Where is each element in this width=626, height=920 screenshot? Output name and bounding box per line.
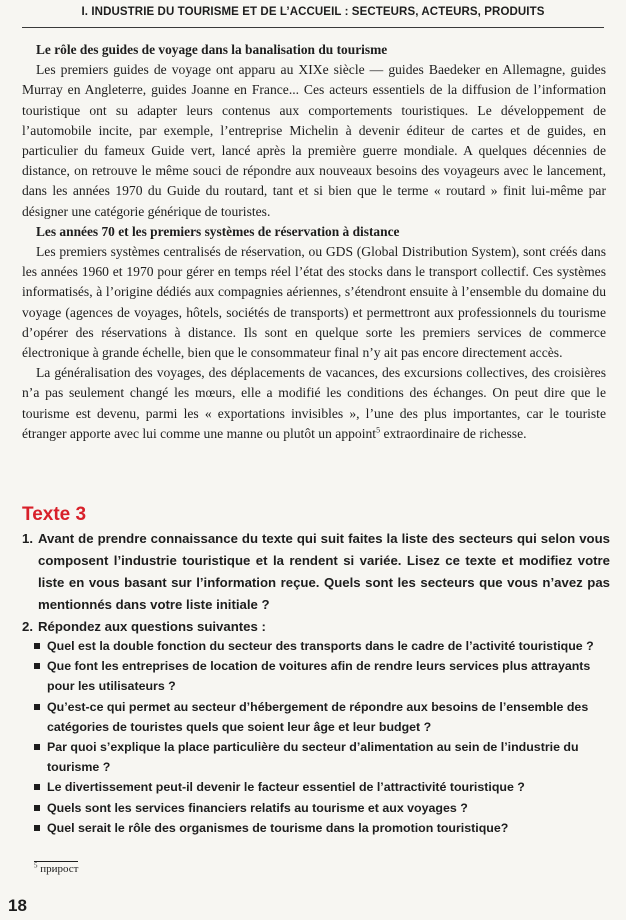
footnote-mark: 5 — [34, 861, 38, 870]
list-item-text: Le divertissement peut-il devenir le facteur essentiel de l’attractivité touristique ? — [47, 780, 525, 795]
footnote-divider — [34, 861, 78, 862]
paragraph-generalisation-text: La généralisation des voyages, des déplacements de vacances, des excursions collectives, des croisières n’a pas seulement changé les mœurs, elle a modifié les conditions des échanges. On peut dire que le tourisme est devenu, parmi les « exportations invisibles », l’une des plus importantes, car le touriste étranger apporte avec lui comme une manne ou plutôt un appoint — [22, 365, 606, 441]
question-list — [34, 636, 616, 838]
list-item — [34, 777, 616, 797]
list-item-text: Quel serait le rôle des organismes de tourisme dans la promotion touristique? — [47, 820, 509, 835]
list-item-text: Quel est la double fonction du secteur des transports dans le cadre de l’activité touristique ? — [47, 639, 594, 653]
bullet-square-icon — [34, 643, 40, 649]
list-item — [34, 737, 616, 777]
list-item-text: Quels sont les services financiers relatifs au tourisme et aux voyages ? — [47, 800, 468, 815]
question-2-number: 2. — [22, 619, 33, 634]
list-item-text: Qu’est-ce qui permet au secteur d’hébergement de répondre aux besoins de l’ensemble des catégories de touristes quels que soient leur âge et leur budget ? — [47, 699, 589, 734]
paragraph-generalisation — [22, 363, 606, 444]
bullet-square-icon — [34, 704, 40, 710]
exercise-title: Texte 3 — [22, 504, 87, 525]
list-item — [34, 818, 616, 838]
bullet-square-icon — [34, 744, 40, 750]
footnote-text: прирост — [37, 863, 79, 875]
list-item — [34, 798, 616, 818]
bullet-square-icon — [34, 784, 40, 790]
header-divider — [22, 27, 604, 28]
section-heading-guides: Le rôle des guides de voyage dans la banalisation du tourisme — [36, 42, 388, 57]
section-heading-reservation: Les années 70 et les premiers systèmes de réservation à distance — [36, 223, 400, 239]
running-header: I. INDUSTRIE DU TOURISME ET DE L’ACCUEIL : SECTEURS, ACTEURS, PRODUITS — [81, 6, 545, 18]
question-1 — [22, 528, 610, 616]
page-number: 18 — [8, 896, 27, 915]
article-body — [22, 40, 606, 444]
question-1-number: 1. — [22, 531, 33, 546]
question-2 — [22, 616, 610, 638]
footnote — [34, 863, 79, 875]
bullet-square-icon — [34, 663, 40, 669]
list-item-text: Que font les entreprises de location de voitures afin de rendre leurs services plus attrayants pour les utilisateurs ? — [47, 659, 591, 694]
list-item-text: Par quoi s’explique la place particulière du secteur d’alimentation au sein de l’industrie du tourisme ? — [47, 740, 579, 775]
bullet-square-icon — [34, 805, 40, 811]
question-2-text: Répondez aux questions suivantes : — [38, 619, 266, 634]
paragraph-generalisation-end: extraordinaire de richesse. — [380, 425, 527, 441]
paragraph-gds: Les premiers systèmes centralisés de réservation, ou GDS (Global Distribution System), sont créés dans les années 1960 et 1970 pour gérer en temps réel l’état des stocks dans le transport collectif. Ces systèmes informatisés, à l’origine dédiés aux compagnies aériennes, s’étendront ensuite à l’ensemble du domaine du voyage (agences de voyages, hôtels, sociétés de transports) et permettront aux professionnels du tourisme d’opérer des réservations à distance. Ils sont en quelque sorte les premiers services de commerce électronique à grande échelle, bien que le consommateur final n’y ait pas encore directement accès. — [22, 244, 606, 361]
list-item — [34, 697, 616, 737]
bullet-square-icon — [34, 825, 40, 831]
list-item — [34, 636, 616, 656]
paragraph-guides: Les premiers guides de voyage ont apparu au XIXe siècle — guides Baedeker en Allemagne, guides Murray en Angleterre, guides Joanne en France... Ces acteurs essentiels de la diffusion de l’information touristique ont su adapter leurs contenus aux comportements touristiques. Le développement de l’automobile incite, par exemple, l’entreprise Michelin à devenir éditeur de cartes et de guides, en particulier du fameux Guide vert, lancé après la première guerre mondiale. A quelques décennies de distance, on retrouve le même souci de répondre aux nouveaux besoins des voyageurs avec le lancement, dans les années 1970 du Guide du routard, tant et si bien que le terme « routard » finit lui-même par désigner une catégorie générique de touristes. — [22, 62, 606, 219]
list-item — [34, 656, 616, 696]
question-1-text: Avant de prendre connaissance du texte qui suit faites la liste des secteurs qui selon vous composent l’industrie touristique et la rendent si variée. Lisez ce texte et modifiez votre liste en vous basant sur l’information reçue. Quels sont les secteurs que vous n’avez pas mentionnés dans votre liste initiale ? — [38, 531, 610, 612]
footnote-reference: 5 — [376, 425, 381, 435]
